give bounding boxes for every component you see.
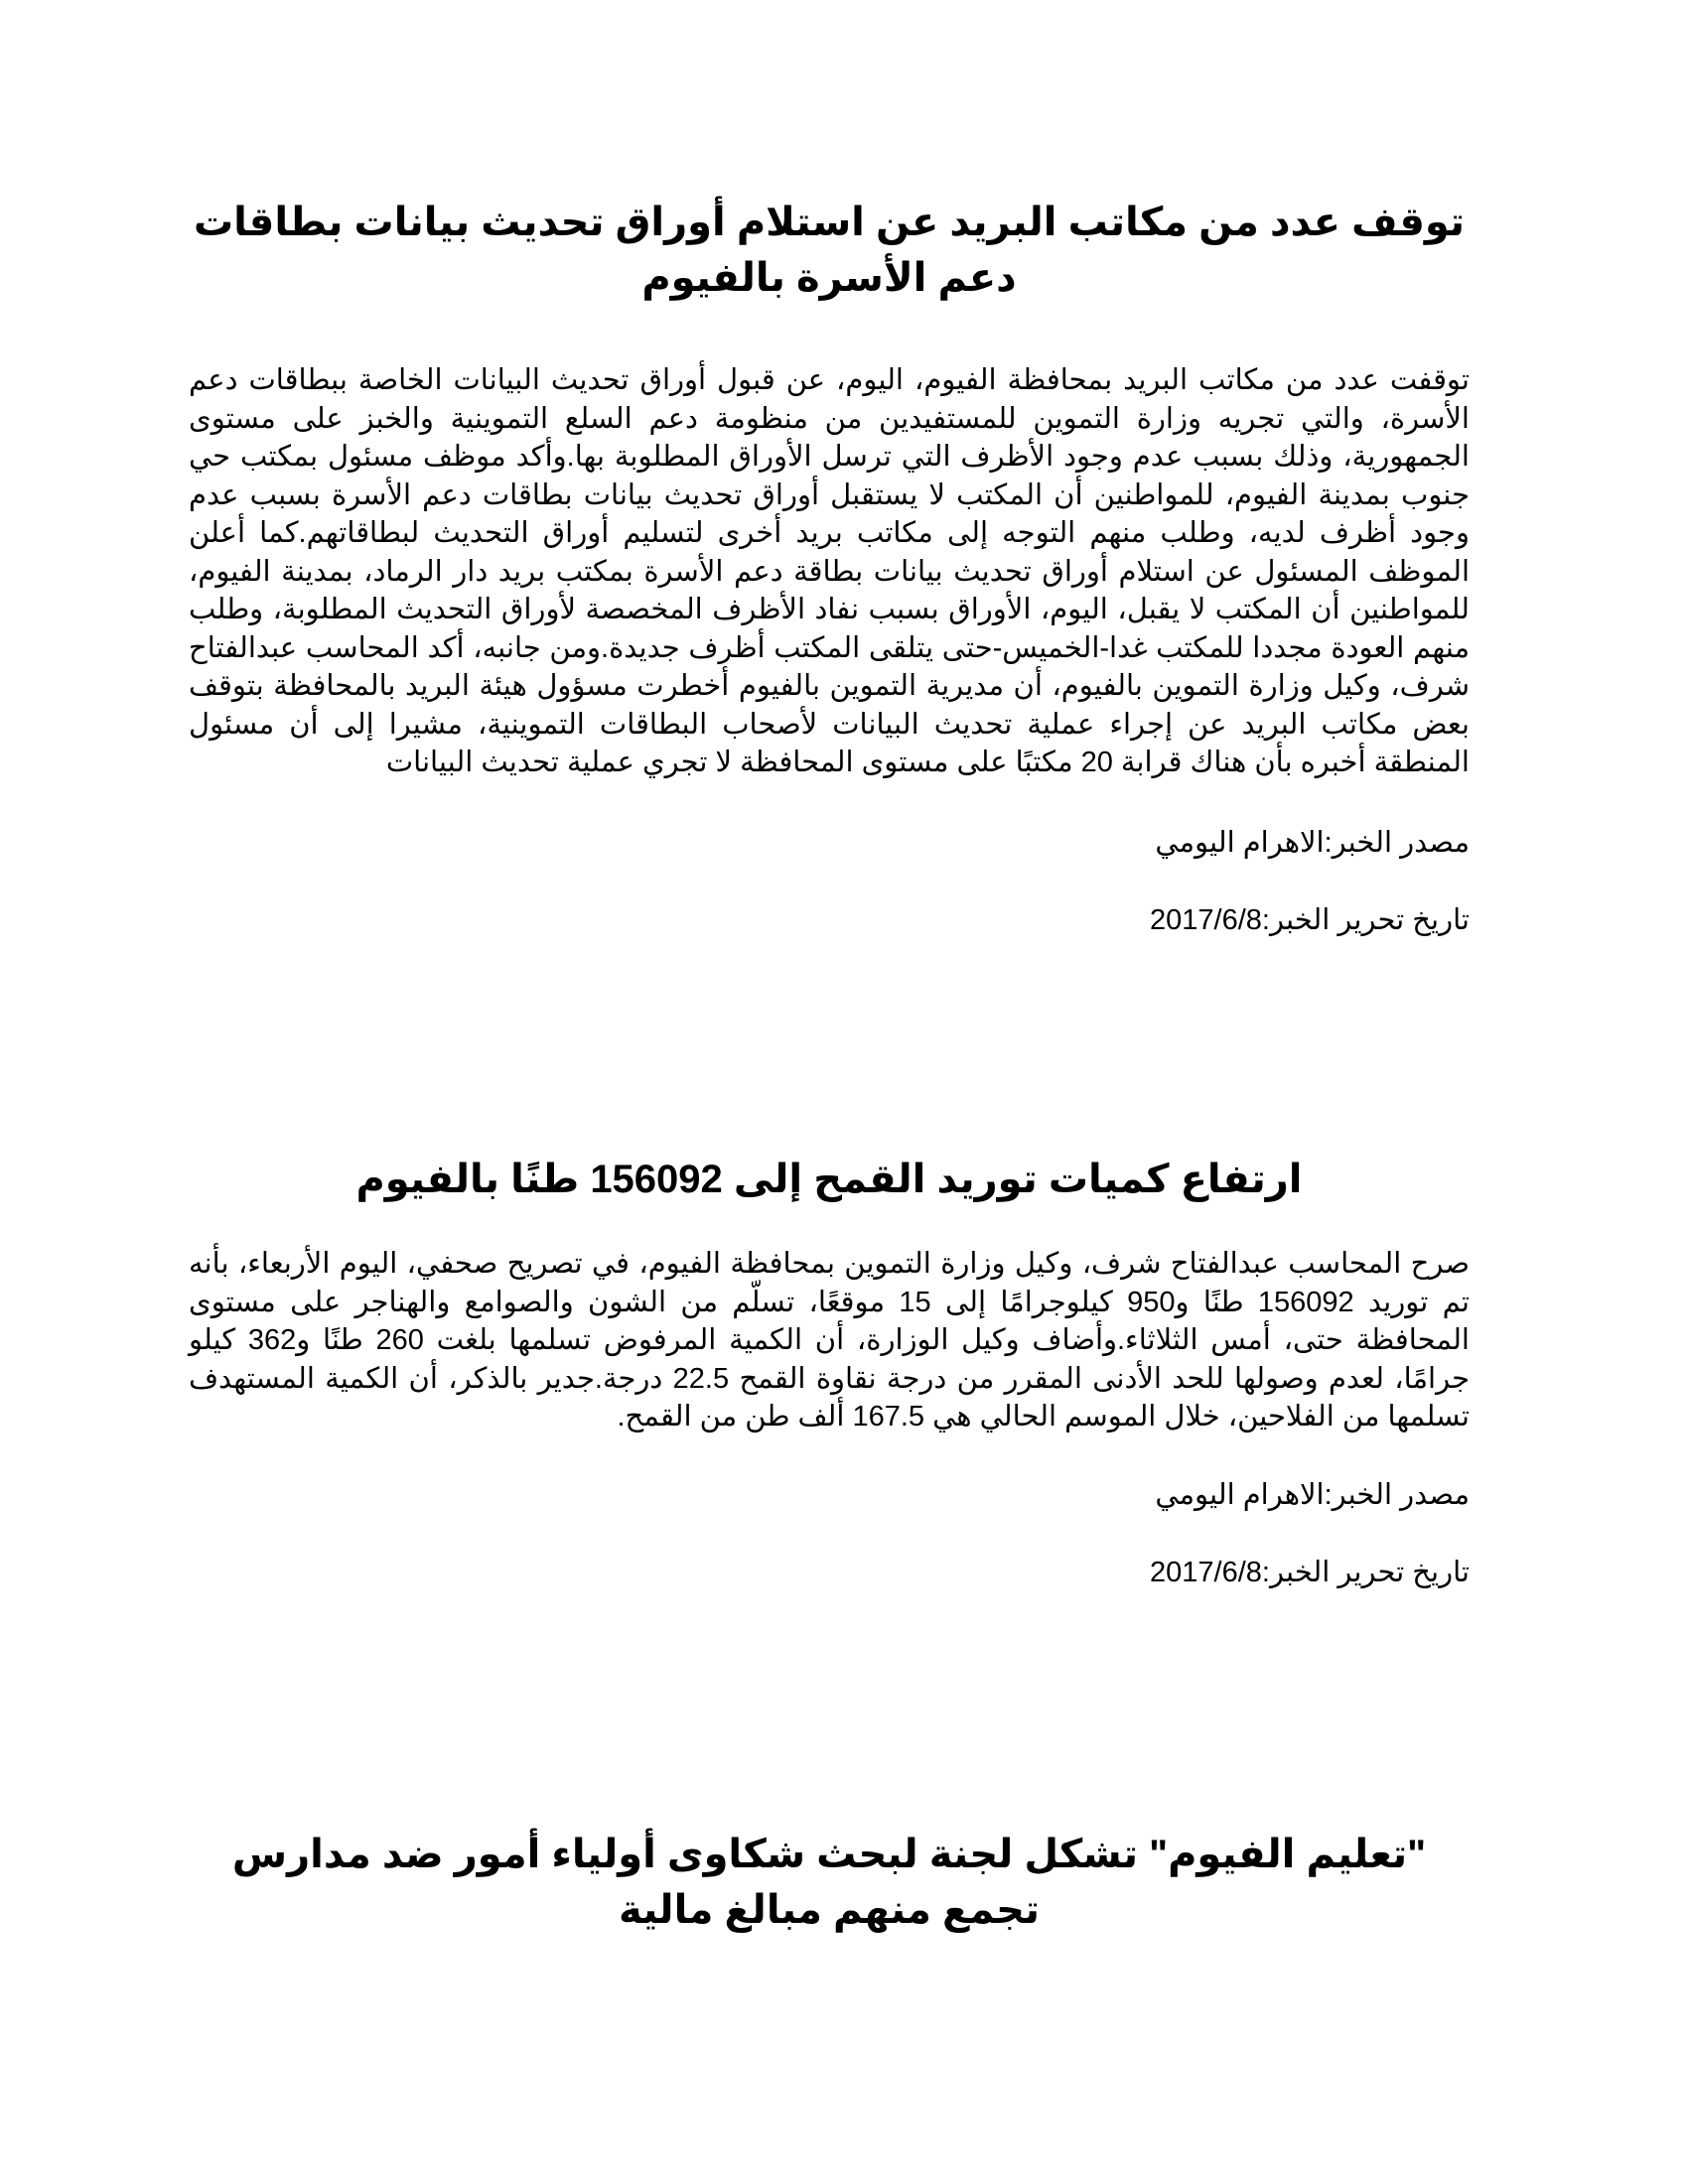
article-body: صرح المحاسب عبدالفتاح شرف، وكيل وزارة التموين بمحافظة الفيوم، في تصريح صحفي، اليوم الأربعاء، بأنه تم توريد 156092 طنًا و950 كيلوجرامًا إلى 15 موقعًا، تسلّم من الشون والصوامع والهناجر على مستوى المحافظة حتى، أمس الثلاثاء.وأضاف وكيل الوزارة، أن الكمية المرفوض تسلمها بلغت 260 طنًا و362 كيلو جرامًا، لعدم وصولها للحد الأدنى المقرر من درجة نقاوة القمح 22.5 درجة.جدير بالذكر، أن الكمية المستهدف تسلمها من الفلاحين، خلال الموسم الحالي هي 167.5 ألف طن من القمح. [189, 1248, 1470, 1433]
article-date: تاريخ تحرير الخبر:2017/6/8 [1150, 1556, 1470, 1588]
news-article [189, 195, 1470, 939]
article-source: مصدر الخبر:الاهرام اليومي [1155, 826, 1470, 859]
document-page [189, 0, 1470, 2184]
article-title: ارتفاع كميات توريد القمح إلى 156092 طنًا بالفيوم [355, 1158, 1303, 1201]
article-title: "تعليم الفيوم" تشكل لجنة لبحث شكاوى أولياء أمور ضد مدارس تجمع منهم مبالغ مالية [231, 1833, 1427, 1932]
article-date: تاريخ تحرير الخبر:2017/6/8 [1150, 903, 1470, 936]
news-article [189, 1152, 1470, 1591]
article-body: توقفت عدد من مكاتب البريد بمحافظة الفيوم، اليوم، عن قبول أوراق تحديث البيانات الخاصة ببطاقات دعم الأسرة، والتي تجريه وزارة التموين للمستفيدين من منظومة دعم السلع التموينية والخبز على مستوى الجمهورية، وذلك بسبب عدم وجود الأظرف التي ترسل الأوراق المطلوبة بها.وأكد موظف مسئول بمكتب حي جنوب بمدينة الفيوم، للمواطنين أن المكتب لا يستقبل أوراق تحديث بيانات بطاقات دعم الأسرة بسبب عدم وجود أظرف لديه، وطلب منهم التوجه إلى مكاتب بريد أخرى لتسليم أوراق التحديث لبطاقاتهم.كما أعلن الموظف المسئول عن استلام أوراق تحديث بيانات بطاقة دعم الأسرة بمكتب بريد دار الرماد، بمدينة الفيوم، للمواطنين أن المكتب لا يقبل، اليوم، الأوراق بسبب نفاد الأظرف المخصصة لأوراق التحديث المطلوبة، وطلب منهم العودة مجددا للمكتب غدا-الخميس-حتى يتلقى المكتب أظرف جديدة.ومن جانبه، أكد المحاسب عبدالفتاح شرف، وكيل وزارة التموين بالفيوم، أن مديرية التموين بالفيوم أخطرت مسؤول هيئة البريد بالمحافظة بتوقف بعض مكاتب البريد عن إجراء عملية تحديث البيانات لأصحاب البطاقات التموينية، مشيرا إلى أن مسئول المنطقة أخبره بأن هناك قرابة 20 مكتبًا على مستوى المحافظة لا تجري عملية تحديث البيانات [189, 364, 1470, 778]
article-title: توقف عدد من مكاتب البريد عن استلام أوراق تحديث بيانات بطاقات دعم الأسرة بالفيوم [193, 201, 1466, 300]
news-article [189, 1827, 1470, 1938]
article-source: مصدر الخبر:الاهرام اليومي [1155, 1478, 1470, 1511]
